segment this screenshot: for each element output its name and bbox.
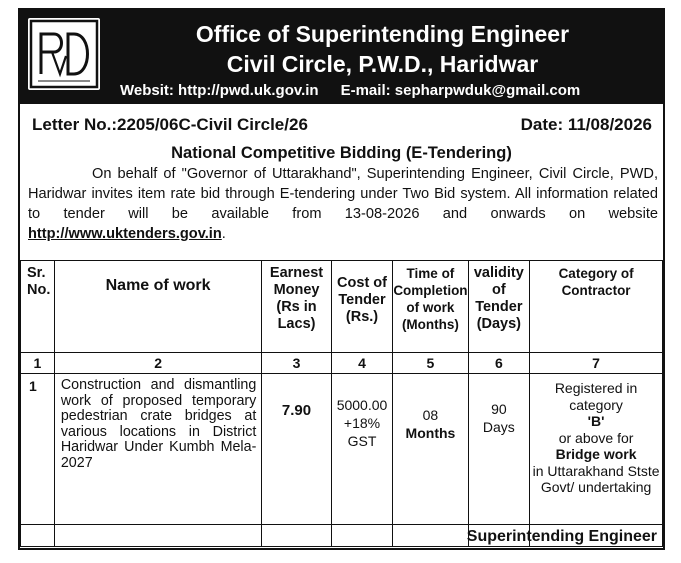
signature-footer	[20, 524, 663, 551]
cell-validity	[468, 374, 530, 547]
validity-unit: Days	[482, 419, 515, 435]
bidding-title: National Competitive Bidding (E-Tendering)	[171, 144, 512, 162]
cost-gst-label: GST	[347, 433, 377, 449]
category-bold: Bridge work	[555, 446, 637, 462]
header-category: Category of Contractor	[530, 261, 663, 353]
table-row	[21, 374, 663, 547]
table-header-row	[21, 261, 663, 353]
column-number: 6	[468, 353, 530, 374]
tender-notice	[18, 8, 665, 550]
header-validity: validity of Tender (Days)	[468, 261, 530, 353]
tender-website-link[interactable]: http://www.uktenders.gov.in	[28, 226, 222, 242]
time-unit: Months	[405, 425, 456, 441]
cell-earnest-money: 7.90	[262, 374, 331, 547]
notice-paragraph	[28, 164, 658, 244]
notice-body: On behalf of "Governor of Uttarakhand", Superintending Engineer, Civil Circle, PWD, Haridwar invites item rate bid through E-tendering under Two Bid system. All information related to tender will be available from 13-08-2026 and onwards on website	[28, 166, 658, 222]
email-label[interactable]: E-mail: sepharpwduk@gmail.com	[340, 82, 581, 99]
cell-sr-no: 1	[21, 374, 55, 547]
column-number: 4	[331, 353, 393, 374]
cost-amount: 5000.00	[336, 397, 388, 413]
header-earnest-money: Earnest Money (Rs in Lacs)	[262, 261, 331, 353]
category-class: 'B'	[587, 413, 605, 429]
pwd-logo	[28, 18, 100, 90]
header-sr-no: Sr. No.	[21, 261, 55, 353]
header-cost-of-tender: Cost of Tender (Rs.)	[331, 261, 393, 353]
column-number: 2	[54, 353, 261, 374]
letter-row	[32, 114, 652, 136]
column-number-row	[21, 353, 663, 374]
cell-category	[530, 374, 663, 547]
header-name-of-work: Name of work	[54, 261, 261, 353]
column-number: 5	[393, 353, 468, 374]
website-label[interactable]: Websit: http://pwd.uk.gov.in	[120, 82, 319, 99]
category-mid: or above for	[558, 429, 634, 446]
cost-gst-rate: +18%	[343, 415, 381, 431]
column-number: 1	[21, 353, 55, 374]
pwd-logo-icon	[28, 18, 100, 90]
column-number: 3	[262, 353, 331, 374]
column-number: 7	[530, 353, 663, 374]
office-header	[20, 10, 663, 104]
validity-value: 90	[491, 401, 507, 417]
cell-cost-of-tender	[331, 374, 393, 547]
office-title-line2: Civil Circle, P.W.D., Haridwar	[226, 51, 539, 77]
office-title-line1: Office of Superintending Engineer	[195, 21, 570, 47]
letter-date: Date: 11/08/2026	[520, 115, 652, 134]
tender-table	[20, 260, 663, 547]
cell-name-of-work: Construction and dismantling work of proposed temporary pedestrian crate bridges at various locations in District Haridwar Under Kumbh Mela-2027	[54, 374, 261, 547]
contact-line	[120, 82, 665, 100]
time-value: 08	[422, 407, 439, 423]
letter-number: Letter No.:2205/06C-Civil Circle/26	[32, 115, 308, 134]
category-post: in Uttarakhand Stste Govt/ undertaking	[532, 462, 660, 495]
signatory: Superintending Engineer	[466, 528, 657, 545]
header-time-of-completion: Time of Completion of work (Months)	[393, 261, 468, 353]
cell-time-of-completion	[393, 374, 468, 547]
category-pre: Registered in category	[554, 380, 638, 413]
link-suffix: .	[221, 226, 226, 242]
